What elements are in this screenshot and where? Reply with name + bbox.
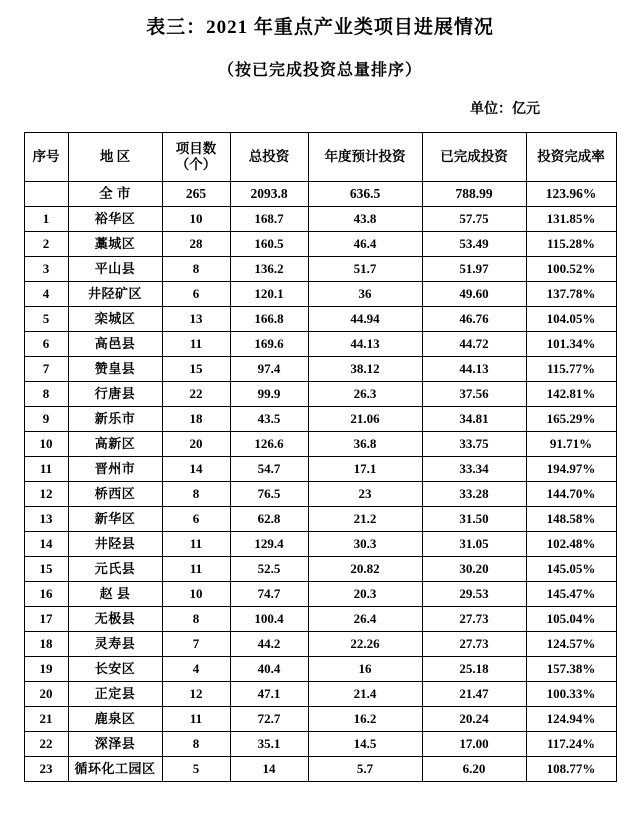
cell-total-investment: 126.6 — [230, 432, 308, 457]
cell-completion-rate: 145.05% — [526, 557, 616, 582]
table-row — [24, 232, 616, 257]
cell-total-investment: 52.5 — [230, 557, 308, 582]
cell-no: 4 — [24, 282, 68, 307]
cell-area: 井陉县 — [68, 532, 162, 557]
cell-no: 9 — [24, 407, 68, 432]
cell-no: 11 — [24, 457, 68, 482]
cell-area: 深泽县 — [68, 732, 162, 757]
cell-annual-plan: 44.13 — [308, 332, 422, 357]
cell-completed: 27.73 — [422, 607, 526, 632]
cell-completed: 33.28 — [422, 482, 526, 507]
cell-area: 元氏县 — [68, 557, 162, 582]
cell-completed: 27.73 — [422, 632, 526, 657]
cell-project-count: 7 — [162, 632, 230, 657]
cell-project-count: 11 — [162, 532, 230, 557]
column-header-total-investment: 总投资 — [230, 133, 308, 182]
table-row — [24, 532, 616, 557]
table-row — [24, 357, 616, 382]
table-row — [24, 307, 616, 332]
cell-annual-plan: 43.8 — [308, 207, 422, 232]
page-subtitle: （按已完成投资总量排序） — [217, 62, 422, 79]
cell-completion-rate: 104.05% — [526, 307, 616, 332]
table-row-total — [24, 182, 616, 207]
cell-total-investment: 136.2 — [230, 257, 308, 282]
cell-total-investment: 40.4 — [230, 657, 308, 682]
cell-completed: 37.56 — [422, 382, 526, 407]
cell-no: 7 — [24, 357, 68, 382]
cell-completion-rate: 131.85% — [526, 207, 616, 232]
cell-completion-rate: 137.78% — [526, 282, 616, 307]
cell-no: 22 — [24, 732, 68, 757]
cell-total-investment: 47.1 — [230, 682, 308, 707]
cell-annual-plan: 16 — [308, 657, 422, 682]
table-row — [24, 707, 616, 732]
cell-project-count: 22 — [162, 382, 230, 407]
cell-total-investment: 129.4 — [230, 532, 308, 557]
investment-table — [24, 132, 617, 782]
cell-area: 藁城区 — [68, 232, 162, 257]
cell-completed: 57.75 — [422, 207, 526, 232]
cell-annual-plan: 44.94 — [308, 307, 422, 332]
cell-completed: 33.75 — [422, 432, 526, 457]
cell-project-count: 4 — [162, 657, 230, 682]
cell-annual-plan: 23 — [308, 482, 422, 507]
cell-annual-plan: 20.3 — [308, 582, 422, 607]
cell-area: 无极县 — [68, 607, 162, 632]
cell-area: 正定县 — [68, 682, 162, 707]
cell-completed: 788.99 — [422, 182, 526, 207]
cell-annual-plan: 21.2 — [308, 507, 422, 532]
cell-completed: 34.81 — [422, 407, 526, 432]
table-row — [24, 607, 616, 632]
cell-total-investment: 97.4 — [230, 357, 308, 382]
cell-completion-rate: 115.77% — [526, 357, 616, 382]
cell-completed: 21.47 — [422, 682, 526, 707]
cell-no: 5 — [24, 307, 68, 332]
cell-completion-rate: 117.24% — [526, 732, 616, 757]
column-header-project-count-line1: 项目数 — [175, 141, 217, 157]
cell-annual-plan: 21.4 — [308, 682, 422, 707]
cell-annual-plan: 17.1 — [308, 457, 422, 482]
cell-no — [24, 182, 68, 207]
cell-no: 23 — [24, 757, 68, 782]
cell-area: 裕华区 — [68, 207, 162, 232]
cell-completed: 29.53 — [422, 582, 526, 607]
cell-annual-plan: 14.5 — [308, 732, 422, 757]
cell-project-count: 8 — [162, 257, 230, 282]
cell-no: 18 — [24, 632, 68, 657]
table-row — [24, 682, 616, 707]
cell-annual-plan: 36.8 — [308, 432, 422, 457]
cell-annual-plan: 636.5 — [308, 182, 422, 207]
page-title: 表三：2021 年重点产业类项目进展情况 — [146, 17, 494, 38]
table-row — [24, 632, 616, 657]
cell-project-count: 10 — [162, 207, 230, 232]
table-row — [24, 282, 616, 307]
cell-completed: 30.20 — [422, 557, 526, 582]
cell-project-count: 8 — [162, 607, 230, 632]
cell-completed: 33.34 — [422, 457, 526, 482]
cell-annual-plan: 36 — [308, 282, 422, 307]
cell-completion-rate: 115.28% — [526, 232, 616, 257]
table-header — [24, 133, 616, 182]
cell-no: 16 — [24, 582, 68, 607]
cell-area: 高邑县 — [68, 332, 162, 357]
cell-completion-rate: 142.81% — [526, 382, 616, 407]
table-row — [24, 332, 616, 357]
cell-total-investment: 35.1 — [230, 732, 308, 757]
cell-area: 新华区 — [68, 507, 162, 532]
cell-no: 17 — [24, 607, 68, 632]
cell-completion-rate: 108.77% — [526, 757, 616, 782]
cell-annual-plan: 30.3 — [308, 532, 422, 557]
cell-area: 栾城区 — [68, 307, 162, 332]
cell-annual-plan: 46.4 — [308, 232, 422, 257]
cell-project-count: 11 — [162, 332, 230, 357]
table-row — [24, 557, 616, 582]
cell-annual-plan: 16.2 — [308, 707, 422, 732]
cell-completed: 53.49 — [422, 232, 526, 257]
cell-no: 6 — [24, 332, 68, 357]
cell-project-count: 14 — [162, 457, 230, 482]
cell-completion-rate: 157.38% — [526, 657, 616, 682]
cell-completed: 25.18 — [422, 657, 526, 682]
cell-project-count: 6 — [162, 507, 230, 532]
cell-project-count: 18 — [162, 407, 230, 432]
table-row — [24, 207, 616, 232]
cell-no: 8 — [24, 382, 68, 407]
cell-area: 行唐县 — [68, 382, 162, 407]
cell-area: 长安区 — [68, 657, 162, 682]
cell-completed: 17.00 — [422, 732, 526, 757]
cell-total-investment: 168.7 — [230, 207, 308, 232]
table-row — [24, 657, 616, 682]
cell-project-count: 28 — [162, 232, 230, 257]
table-header-row — [24, 133, 616, 182]
cell-total-investment: 62.8 — [230, 507, 308, 532]
cell-no: 20 — [24, 682, 68, 707]
cell-project-count: 15 — [162, 357, 230, 382]
cell-completed: 6.20 — [422, 757, 526, 782]
column-header-project-count — [162, 133, 230, 182]
cell-completion-rate: 123.96% — [526, 182, 616, 207]
cell-project-count: 20 — [162, 432, 230, 457]
cell-project-count: 12 — [162, 682, 230, 707]
table-row — [24, 257, 616, 282]
cell-annual-plan: 51.7 — [308, 257, 422, 282]
cell-area: 新乐市 — [68, 407, 162, 432]
cell-completed: 46.76 — [422, 307, 526, 332]
cell-area: 鹿泉区 — [68, 707, 162, 732]
cell-no: 15 — [24, 557, 68, 582]
cell-area: 井陉矿区 — [68, 282, 162, 307]
cell-total-investment: 44.2 — [230, 632, 308, 657]
cell-completion-rate: 100.52% — [526, 257, 616, 282]
cell-total-investment: 2093.8 — [230, 182, 308, 207]
cell-project-count: 11 — [162, 557, 230, 582]
cell-project-count: 265 — [162, 182, 230, 207]
cell-completion-rate: 91.71% — [526, 432, 616, 457]
cell-project-count: 8 — [162, 482, 230, 507]
table-row — [24, 757, 616, 782]
cell-area: 灵寿县 — [68, 632, 162, 657]
table-row — [24, 732, 616, 757]
cell-annual-plan: 26.3 — [308, 382, 422, 407]
table-row — [24, 507, 616, 532]
cell-area: 高新区 — [68, 432, 162, 457]
cell-area: 循环化工园区 — [68, 757, 162, 782]
cell-completion-rate: 148.58% — [526, 507, 616, 532]
cell-annual-plan: 26.4 — [308, 607, 422, 632]
cell-annual-plan: 22.26 — [308, 632, 422, 657]
table-row — [24, 457, 616, 482]
cell-area: 桥西区 — [68, 482, 162, 507]
cell-completed: 20.24 — [422, 707, 526, 732]
cell-annual-plan: 21.06 — [308, 407, 422, 432]
cell-completion-rate: 145.47% — [526, 582, 616, 607]
cell-project-count: 13 — [162, 307, 230, 332]
cell-no: 10 — [24, 432, 68, 457]
cell-total-investment: 43.5 — [230, 407, 308, 432]
column-header-no: 序号 — [24, 133, 68, 182]
cell-completed: 31.50 — [422, 507, 526, 532]
cell-annual-plan: 38.12 — [308, 357, 422, 382]
cell-total-investment: 120.1 — [230, 282, 308, 307]
column-header-completion-rate: 投资完成率 — [526, 133, 616, 182]
cell-no: 2 — [24, 232, 68, 257]
cell-completion-rate: 102.48% — [526, 532, 616, 557]
column-header-completed: 已完成投资 — [422, 133, 526, 182]
cell-total-investment: 14 — [230, 757, 308, 782]
cell-completion-rate: 124.57% — [526, 632, 616, 657]
cell-completion-rate: 144.70% — [526, 482, 616, 507]
cell-total-investment: 160.5 — [230, 232, 308, 257]
table-row — [24, 382, 616, 407]
cell-no: 12 — [24, 482, 68, 507]
cell-project-count: 5 — [162, 757, 230, 782]
cell-completed: 44.72 — [422, 332, 526, 357]
cell-no: 1 — [24, 207, 68, 232]
cell-annual-plan: 20.82 — [308, 557, 422, 582]
cell-area: 全 市 — [68, 182, 162, 207]
cell-completed: 31.05 — [422, 532, 526, 557]
cell-completed: 51.97 — [422, 257, 526, 282]
cell-no: 3 — [24, 257, 68, 282]
column-header-area: 地 区 — [68, 133, 162, 182]
cell-no: 14 — [24, 532, 68, 557]
table-body — [24, 182, 616, 782]
cell-project-count: 10 — [162, 582, 230, 607]
cell-total-investment: 72.7 — [230, 707, 308, 732]
cell-completion-rate: 100.33% — [526, 682, 616, 707]
cell-annual-plan: 5.7 — [308, 757, 422, 782]
cell-total-investment: 74.7 — [230, 582, 308, 607]
cell-total-investment: 169.6 — [230, 332, 308, 357]
cell-completion-rate: 105.04% — [526, 607, 616, 632]
cell-completed: 49.60 — [422, 282, 526, 307]
cell-no: 19 — [24, 657, 68, 682]
cell-project-count: 8 — [162, 732, 230, 757]
unit-label: 单位：亿元 — [470, 102, 540, 117]
cell-total-investment: 100.4 — [230, 607, 308, 632]
cell-total-investment: 76.5 — [230, 482, 308, 507]
column-header-annual-plan: 年度预计投资 — [308, 133, 422, 182]
cell-no: 21 — [24, 707, 68, 732]
cell-area: 赞皇县 — [68, 357, 162, 382]
cell-no: 13 — [24, 507, 68, 532]
cell-completion-rate: 101.34% — [526, 332, 616, 357]
column-header-project-count-line2: （个） — [175, 157, 217, 172]
table-row — [24, 482, 616, 507]
cell-total-investment: 54.7 — [230, 457, 308, 482]
cell-total-investment: 99.9 — [230, 382, 308, 407]
table-row — [24, 432, 616, 457]
cell-completion-rate: 194.97% — [526, 457, 616, 482]
cell-completion-rate: 165.29% — [526, 407, 616, 432]
cell-project-count: 6 — [162, 282, 230, 307]
table-row — [24, 582, 616, 607]
cell-total-investment: 166.8 — [230, 307, 308, 332]
cell-area: 平山县 — [68, 257, 162, 282]
cell-completion-rate: 124.94% — [526, 707, 616, 732]
cell-area: 晋州市 — [68, 457, 162, 482]
cell-completed: 44.13 — [422, 357, 526, 382]
cell-area: 赵 县 — [68, 582, 162, 607]
cell-project-count: 11 — [162, 707, 230, 732]
table-row — [24, 407, 616, 432]
